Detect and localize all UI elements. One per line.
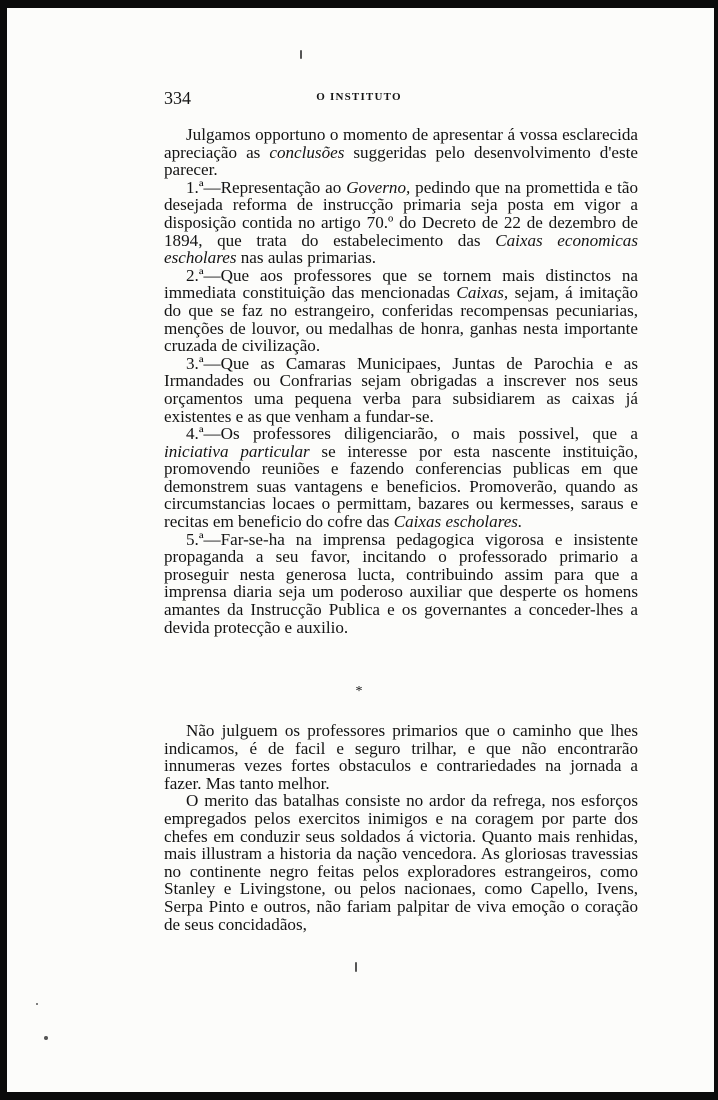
scan-speck bbox=[355, 962, 357, 972]
paragraph: O merito das batalhas consiste no ardor da refrega, nos esforços empregados pelos exercitos inimigos e na coragem por parte dos chefes em conduzir seus soldados á victoria. Quanto mais renhidas, mais illustram a historia da nação vencedora. As gloriosas travessias no continente negro feitas pelos exploradores estrangeiros, como Stanley e Livingstone, ou pelos nacionaes, como Capello, Ivens, Serpa Pinto e outros, não fariam palpitar de viva emoção o coração de seus concidadãos, bbox=[164, 791, 638, 934]
paragraph: 5.ª—Far-se-ha na imprensa pedagogica vigorosa e insistente propaganda a seu favor, incitando o professorado primario a proseguir nesta generosa lucta, contribuindo assim para que a imprensa diaria seja um poderoso auxiliar que desperte os homens amantes da Instrucção Publica e os governantes a conceder-lhes a devida protecção e auxilio. bbox=[164, 529, 638, 637]
discussion-section bbox=[164, 722, 638, 933]
scan-speck bbox=[36, 1003, 38, 1005]
section-separator: * bbox=[355, 684, 363, 699]
paragraph: Julgamos opportuno o momento de apresentar á vossa esclarecida apreciação as conclusões suggeridas pelo desenvolvimento d'este parecer. bbox=[164, 125, 639, 180]
page-header bbox=[0, 88, 718, 110]
paragraph: 1.ª—Representação ao Governo, pedindo que na promettida e tão desejada reforma de instrucção primaria seja posta em vigor a disposição contida no artigo 70.º do Decreto de 22 de dezembro de 1894, que trata do estabelecimento das Caixas economicas escholares nas aulas primarias. bbox=[164, 177, 639, 268]
paragraph: 4.ª—Os professores diligenciarão, o mais possivel, que a iniciativa particular se interesse por esta nascente instituição, promovendo reuniões e fazendo conferencias publicas em que demonstrem suas vantagens e beneficios. Promoverão, quando as circumstancias locaes o permittam, bazares ou kermesses, saraus e recitas em beneficio do cofre das Caixas escholares. bbox=[164, 424, 638, 532]
conclusions-section bbox=[164, 126, 638, 636]
scan-speck bbox=[300, 50, 302, 59]
page-number: 334 bbox=[164, 88, 191, 108]
running-title: O INSTITUTO bbox=[316, 91, 402, 103]
paragraph: Não julguem os professores primarios que o caminho que lhes indicamos, é de facil e seguro trilhar, e que não encontrarão innumeras vezes fortes obstaculos e contrariedades na jornada a fazer. Mas tanto melhor. bbox=[164, 721, 638, 793]
scan-speck bbox=[44, 1036, 48, 1040]
paragraph: 3.ª—Que as Camaras Municipaes, Juntas de Parochia e as Irmandades ou Confrarias sejam obrigadas a inscrever nos seus orçamentos uma pequena verba para subsidiarem as caixas já existentes e as que venham a fundar-se. bbox=[164, 353, 638, 426]
paragraph: 2.ª—Que aos professores que se tornem mais distinctos na immediata constituição das mencionadas Caixas, sejam, á imitação do que se faz no estrangeiro, conferidas recompensas pecuniarias, menções de louvor, ou medalhas de honra, ganhas nesta importante cruzada de civilização. bbox=[164, 265, 639, 356]
